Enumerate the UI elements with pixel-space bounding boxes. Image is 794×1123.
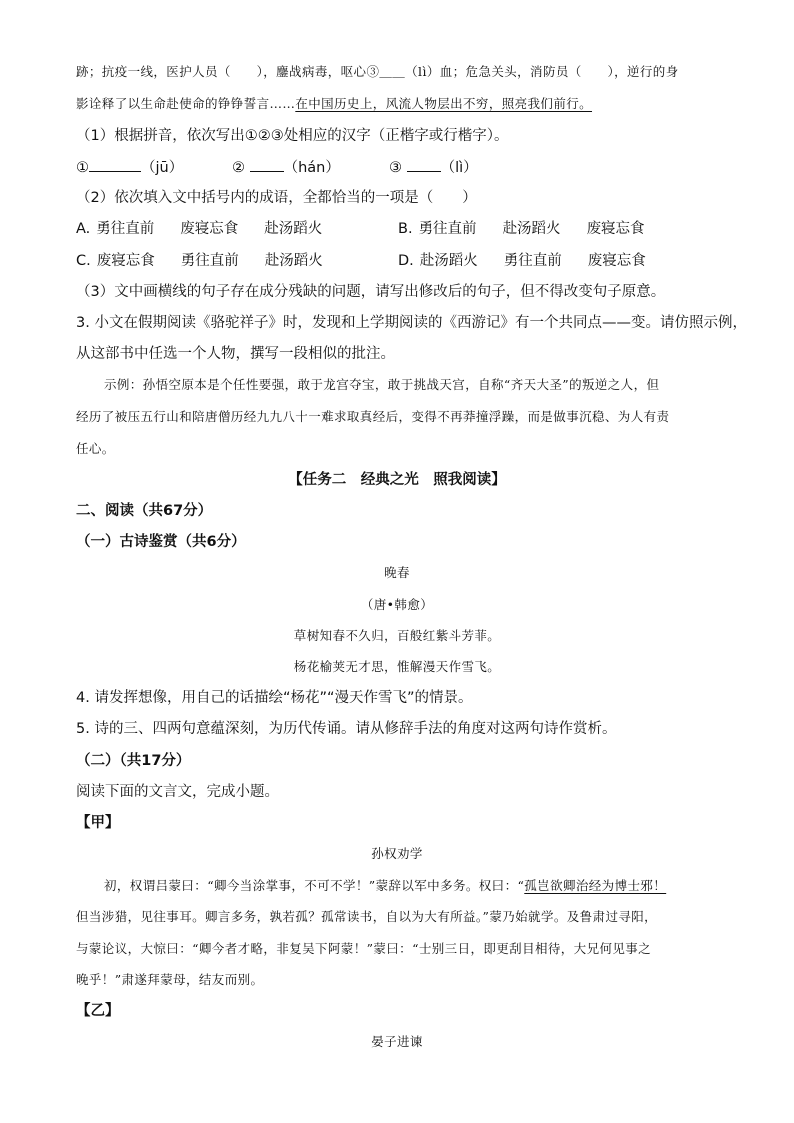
classical-text: 初，权谓吕蒙曰：“卿今当涂掌事，不可不学！”蒙辞以军中多务。权曰：“ (104, 878, 525, 893)
option-word: 赴汤蹈火 (502, 221, 561, 237)
option-word: 赴汤蹈火 (264, 253, 323, 269)
classical-section-title: （二）（共17分） (76, 753, 191, 769)
option-word: 勇往直前 (503, 253, 562, 269)
answer-blank[interactable] (407, 157, 441, 172)
blank-item-2 (232, 157, 340, 178)
question-3-prompt: （3）文中画横线的句子存在成分残缺的问题，请写出修改后的句子，但不得改变句子原意。 (76, 284, 666, 300)
blank-item-1 (76, 157, 183, 178)
option-word: 废寝忘食 (180, 221, 239, 237)
option-d[interactable] (398, 251, 672, 271)
classical-line-2: 但当涉猎，见往事耳。卿言多务，孰若孤？孤常读书，自以为大有所益。”蒙乃始就学。及鲁肃过寻阳， (76, 909, 658, 924)
option-word: 勇往直前 (418, 221, 477, 237)
poem-title: 晚春 (384, 565, 410, 580)
pinyin: （hán） (283, 160, 340, 176)
blank-number: ① (76, 160, 89, 176)
option-word: 废寝忘食 (586, 221, 645, 237)
option-word: 勇往直前 (180, 253, 239, 269)
poetry-section-title: （一）古诗鉴赏（共6分） (76, 534, 246, 550)
pinyin: （jū） (141, 160, 184, 176)
option-a[interactable] (76, 219, 348, 239)
question-4: 4. 请发挥想像，用自己的话描绘“杨花”“漫天作雪飞”的情景。 (76, 690, 473, 706)
blank-item-3 (389, 157, 478, 178)
blank-number: ② (232, 160, 245, 176)
option-letter: B. (398, 221, 413, 237)
underlined-sentence: 孤岂欲卿治经为博士邪！ (524, 878, 667, 893)
example-line-2: 经历了被压五行山和陪唐僧历经九九八十一难求取真经后，变得不再莽撞浮躁，而是做事沉稳、为人有责 (76, 409, 670, 424)
example-line-1: 示例：孙悟空原本是个任性要强，敢于龙宫夺宝，敢于挑战天宫，自称“齐天大圣”的叛逆之人，但 (104, 377, 660, 392)
answer-blank[interactable] (89, 157, 141, 172)
option-word: 废寝忘食 (96, 253, 155, 269)
classical-line-1 (104, 876, 666, 896)
option-word: 赴汤蹈火 (419, 253, 478, 269)
classical-title: 孙权劝学 (371, 846, 423, 861)
question-1-prompt: （1）根据拼音，依次写出①②③处相应的汉字（正楷字或行楷字）。 (76, 128, 509, 144)
blank-number: ③ (389, 160, 402, 176)
question-2-prompt: （2）依次填入文中括号内的成语，全都恰当的一项是（ ） (76, 190, 477, 206)
option-word: 勇往直前 (96, 221, 155, 237)
intro-line-2 (76, 94, 592, 114)
option-letter: D. (398, 253, 414, 269)
task-2-title: 【任务二 经典之光 照我阅读】 (288, 472, 506, 488)
question-3b-line-2: 从这部书中任选一个人物，撰写一段相似的批注。 (76, 346, 395, 362)
classical-line-3: 与蒙论议，大惊曰：“卿今者才略，非复吴下阿蒙！”蒙曰：“士别三日，即更刮目相待，大兄何见事之 (76, 941, 652, 956)
option-word: 赴汤蹈火 (264, 221, 323, 237)
underlined-sentence: 在中国历史上，风流人物层出不穷，照亮我们前行。 (295, 96, 593, 111)
option-c[interactable] (76, 251, 349, 271)
option-word: 废寝忘食 (587, 253, 646, 269)
option-letter: C. (76, 253, 91, 269)
part-yi-label: 【乙】 (76, 1003, 120, 1019)
question-3b-line-1: 3. 小文在假期阅读《骆驼祥子》时，发现和上学期阅读的《西游记》有一个共同点——变。请仿照示例， (76, 315, 747, 331)
question-5: 5. 诗的三、四两句意蕴深刻，为历代传诵。请从修辞手法的角度对这两句诗作赏析。 (76, 721, 617, 737)
poem-line-2: 杨花榆荚无才思，惟解漫天作雪飞。 (293, 659, 501, 674)
poem-line-1: 草树知春不久归，百般红紫斗芳菲。 (293, 628, 501, 643)
yanzi-title: 晏子进谏 (371, 1034, 423, 1049)
classical-line-4: 晚乎！”肃遂拜蒙母，结友而别。 (76, 972, 264, 987)
example-line-3: 任心。 (76, 441, 115, 456)
option-b[interactable] (398, 219, 671, 239)
section-2-title: 二、阅读（共67分） (76, 503, 213, 519)
pinyin: （lì） (440, 160, 478, 176)
poem-author: （唐•韩愈） (360, 597, 434, 612)
part-jia-label: 【甲】 (76, 815, 120, 831)
intro-line-1: 跡；抗疫一线，医护人员（ ），鏖战病毒，呕心③＿＿（lì）血；危急关头，消防员（ ），逆行的身 (76, 64, 679, 79)
option-letter: A. (76, 221, 91, 237)
intro-text: 影诠释了以生命赴使命的铮铮誓言…… (76, 96, 296, 111)
classical-instruction: 阅读下面的文言文，完成小题。 (76, 784, 279, 800)
answer-blank[interactable] (250, 157, 284, 172)
